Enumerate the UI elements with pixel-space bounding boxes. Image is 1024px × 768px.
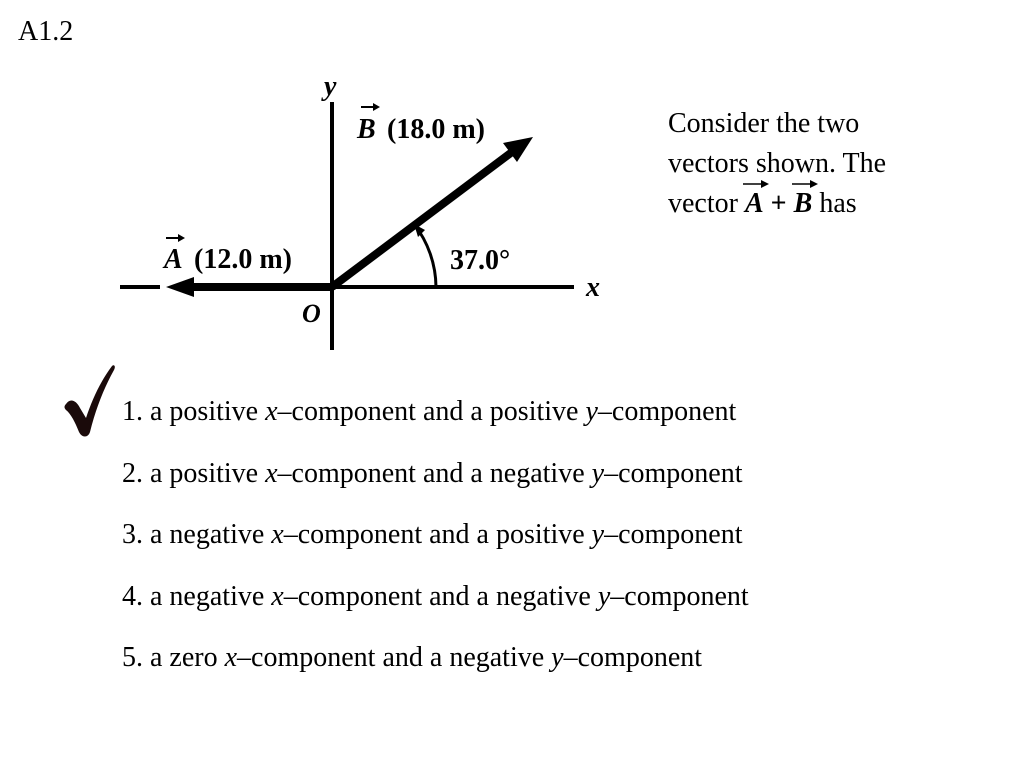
vector-diagram	[0, 0, 640, 360]
vector-a-term: A	[745, 184, 764, 224]
vector-a-magnitude: (12.0 m)	[194, 244, 292, 275]
angle-label: 37.0°	[450, 245, 511, 276]
plus-sign: +	[763, 188, 794, 219]
y-axis-label: y	[324, 71, 337, 102]
choice-2[interactable]: 2. a positive x–component and a negative y–component	[122, 457, 743, 489]
choice-3[interactable]: 3. a negative x–component and a positive y–component	[122, 519, 743, 550]
question-text	[668, 104, 968, 224]
vector-a-arrow	[166, 277, 332, 297]
x-axis-label: x	[586, 272, 600, 303]
question-line-3-prefix: vector	[668, 188, 745, 219]
choice-4[interactable]: 4. a negative x–component and a negative y–component	[122, 580, 749, 612]
vector-arrow-icon	[792, 178, 818, 190]
vector-arrow-icon	[743, 178, 769, 190]
vector-b-symbol: B	[357, 114, 376, 145]
question-line-3	[668, 184, 968, 224]
choice-5[interactable]: 5. a zero x–component and a negative y–component	[122, 642, 703, 673]
vector-b-magnitude: (18.0 m)	[387, 114, 485, 145]
answer-choices	[122, 392, 749, 700]
vector-a-symbol: A	[164, 244, 183, 275]
choice-1[interactable]: 1. a positive x–component and a positive y–component	[122, 396, 737, 427]
question-line-1: Consider the two	[668, 108, 860, 139]
question-line-2: vectors shown. The	[668, 148, 886, 179]
slide-id: A1.2	[18, 16, 74, 47]
question-line-3-suffix: has	[812, 188, 857, 219]
checkmark-icon	[62, 362, 116, 438]
origin-label: O	[302, 299, 321, 328]
vector-b-term: B	[794, 184, 813, 224]
